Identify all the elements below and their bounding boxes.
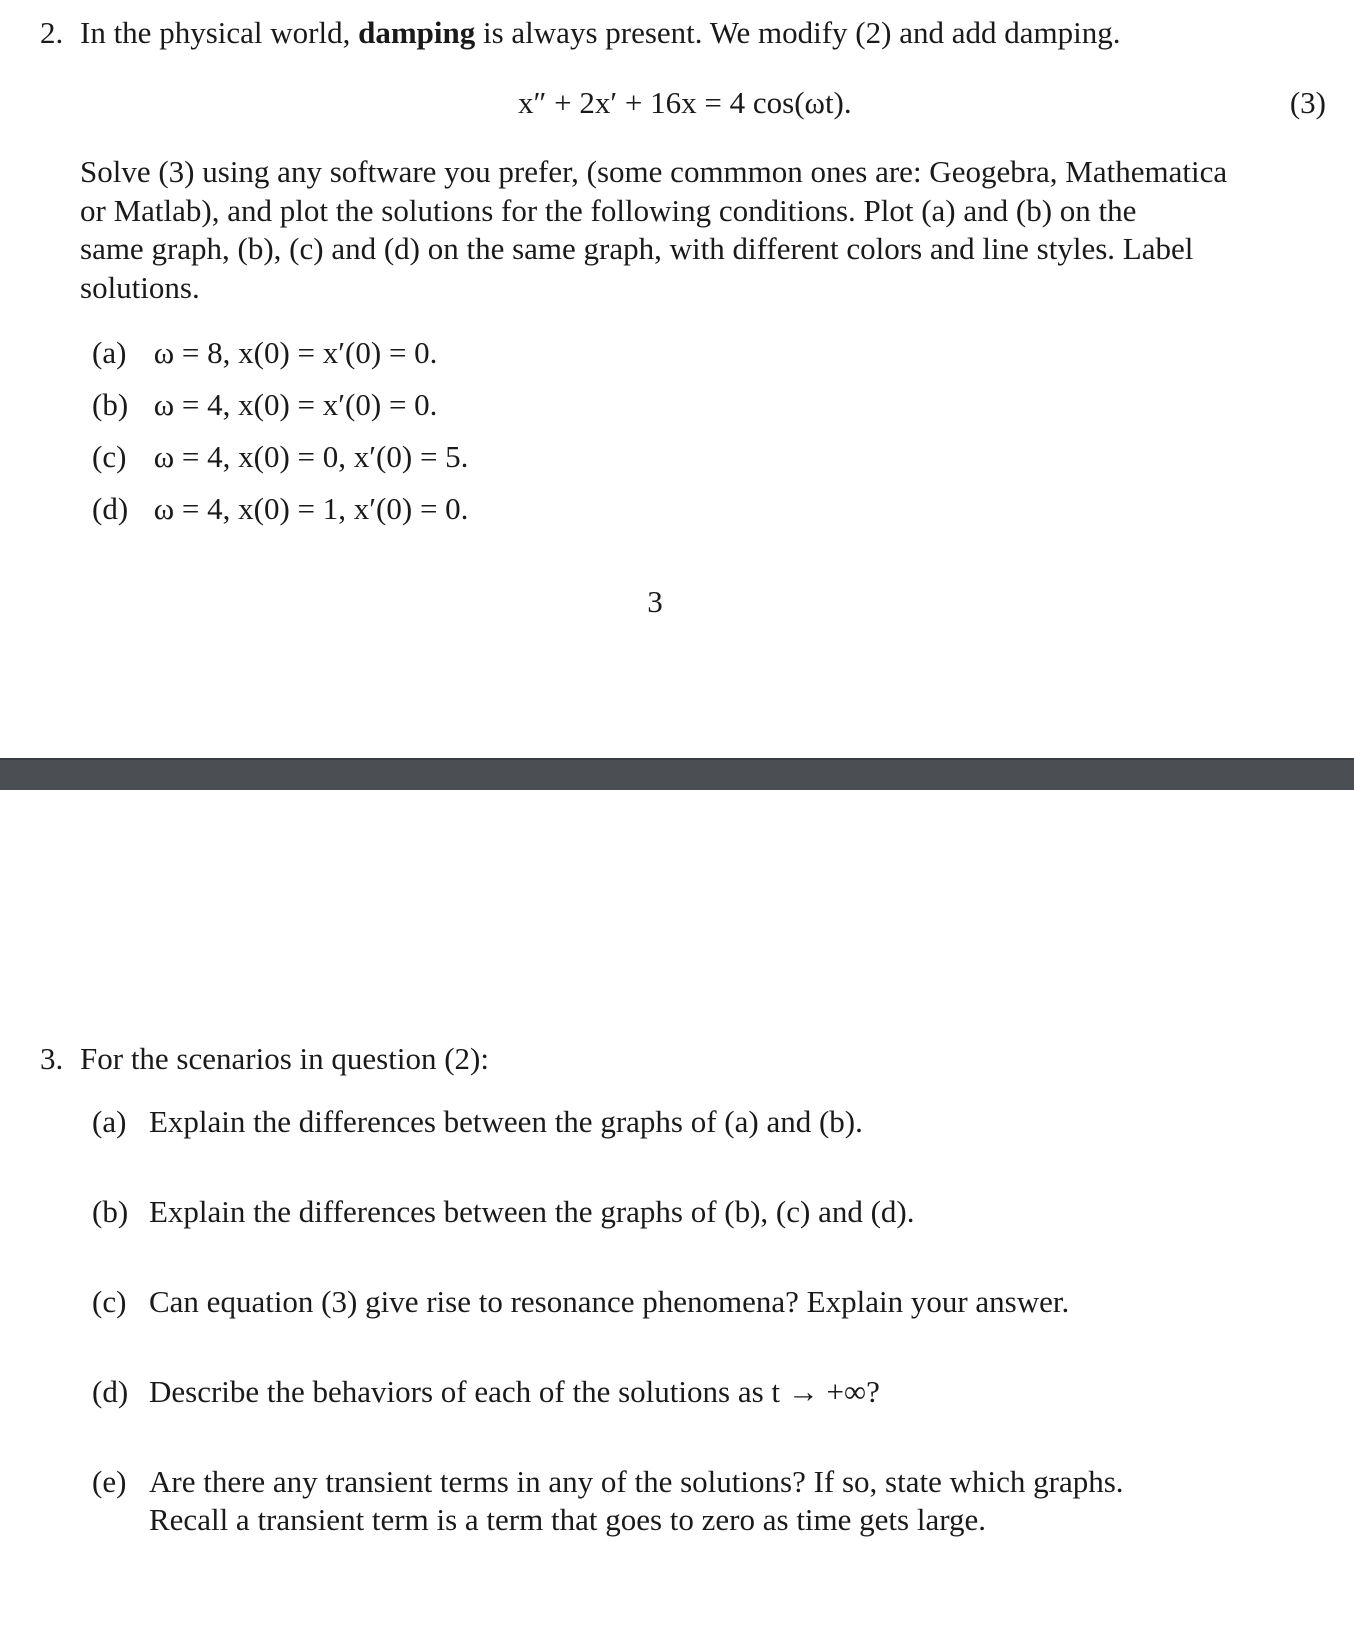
condition-item	[92, 438, 468, 476]
question-text	[149, 1193, 915, 1231]
question-text	[149, 1103, 863, 1141]
page-separator	[0, 758, 1354, 790]
instructions-line: Solve (3) using any software you prefer, (some commmon ones are: Geogebra, Mathematica	[80, 154, 1228, 189]
problem2-number: 2.	[40, 15, 64, 50]
question-text	[149, 1463, 1124, 1539]
condition-text: ω = 4, x(0) = x′(0) = 0.	[153, 387, 438, 422]
page-number: 3	[647, 584, 663, 619]
instructions-line: same graph, (b), (c) and (d) on the same graph, with different colors and line styles. Label	[80, 231, 1194, 266]
problem2-intro-after: is always present. We modify (2) and add damping.	[483, 15, 1121, 50]
problem3-intro: For the scenarios in question (2):	[80, 1041, 489, 1076]
equation: x″ + 2x′ + 16x = 4 cos(ωt).	[518, 85, 852, 120]
condition-text: ω = 4, x(0) = 0, x′(0) = 5.	[153, 439, 469, 474]
question-line: Can equation (3) give rise to resonance phenomena? Explain your answer.	[149, 1284, 1070, 1319]
problem2-intro	[80, 14, 1120, 52]
page-bottom	[0, 790, 1354, 1652]
condition-label: (c)	[92, 439, 127, 474]
condition-text: ω = 8, x(0) = x′(0) = 0.	[153, 335, 438, 370]
condition-item	[92, 386, 437, 424]
condition-label: (d)	[92, 491, 129, 526]
instructions-line: or Matlab), and plot the solutions for the following conditions. Plot (a) and (b) on the	[80, 192, 1137, 228]
question-line: Explain the differences between the graphs of (a) and (b).	[149, 1104, 863, 1139]
question-line: Are there any transient terms in any of the solutions? If so, state which graphs.	[149, 1464, 1124, 1499]
question-text	[149, 1283, 1069, 1321]
page-top	[0, 0, 1354, 758]
question-line: Recall a transient term is a term that goes to zero as time gets large.	[149, 1502, 986, 1537]
problem3-number: 3.	[40, 1041, 64, 1076]
equation-number: (3)	[1289, 85, 1326, 120]
question-label: (c)	[92, 1284, 127, 1319]
problem2-intro-bold: damping	[358, 15, 476, 50]
condition-label: (a)	[92, 335, 127, 370]
problem2-instructions	[80, 153, 1327, 307]
question-label: (d)	[92, 1374, 129, 1409]
instructions-line: solutions.	[80, 269, 200, 305]
question-text	[149, 1373, 880, 1411]
question-line: Describe the behaviors of each of the solutions as t → +∞?	[149, 1374, 880, 1409]
question-label: (b)	[92, 1194, 129, 1229]
condition-label: (b)	[92, 387, 129, 422]
condition-item	[92, 334, 437, 372]
question-line: Explain the differences between the graphs of (b), (c) and (d).	[149, 1194, 915, 1229]
condition-item	[92, 490, 468, 528]
problem2-intro-before: In the physical world,	[80, 15, 351, 50]
question-label: (e)	[92, 1464, 127, 1499]
condition-text: ω = 4, x(0) = 1, x′(0) = 0.	[153, 491, 469, 526]
question-label: (a)	[92, 1104, 127, 1139]
